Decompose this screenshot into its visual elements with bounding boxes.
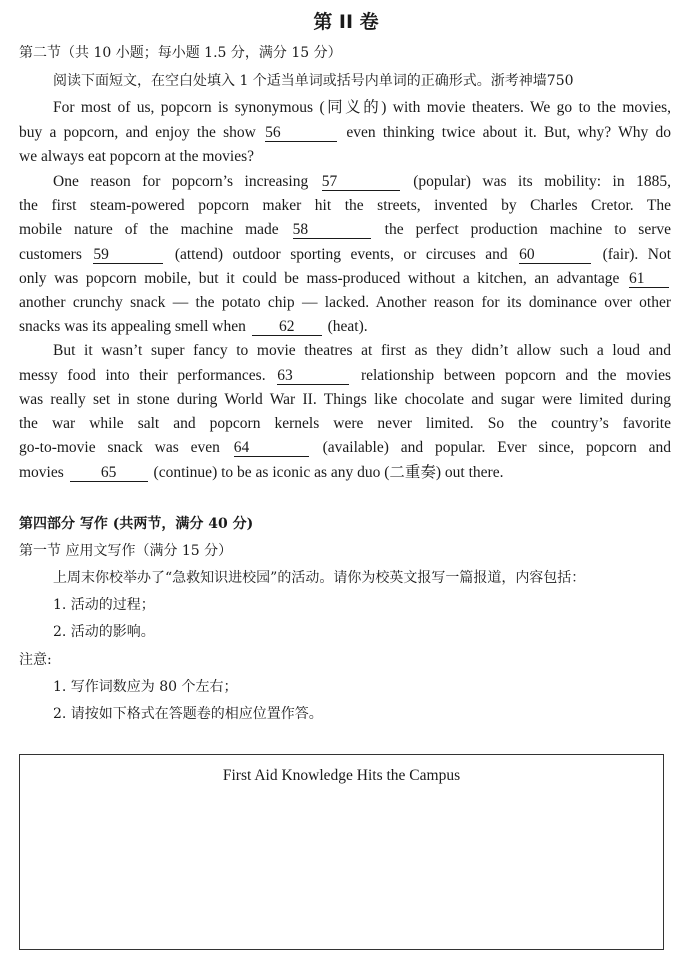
page-title: 第 II 卷 (313, 11, 379, 33)
passage-p3-line3: was really set in stone during World War II. Things like chocolate and sugar were limited during (19, 391, 671, 408)
blank-61: 61 (629, 270, 669, 288)
blank-59: 59 (93, 246, 163, 264)
passage-text: (popular) was its mobility: in 1885, (413, 173, 671, 190)
passage-text: relationship between popcorn and the movies (360, 367, 671, 384)
passage-p3-line4: the war while salt and popcorn kernels were never limited. So the country’s favorite (19, 415, 671, 432)
part4-section1: 第一节 应用文写作（满分 15 分） (19, 543, 233, 559)
blank-60: 60 (519, 246, 591, 264)
writing-task: 上周末你校举办了“急救知识进校园”的活动。请你为校英文报写一篇报道，内容包括： (53, 570, 586, 586)
blank-62: 62 (252, 318, 322, 336)
passage-text: movies (19, 464, 64, 481)
passage-p2-line4 (19, 245, 671, 265)
blank-58: 58 (293, 221, 371, 239)
blank-57: 57 (322, 173, 400, 191)
passage-p2-line2: the first steam-powered popcorn maker hit the streets, invented by Charles Cretor. The (19, 197, 671, 214)
task-point-1: 1. 活动的过程； (53, 597, 155, 613)
passage-p3-line2 (19, 366, 671, 386)
passage-p2-line1 (53, 172, 671, 192)
passage-text: customers (19, 246, 82, 263)
passage-text: (available) and popular. Ever since, popcorn and (322, 439, 672, 456)
passage-p3-line1: But it wasn’t super fancy to movie theatres at first as they didn’t allow such a loud and (53, 342, 671, 359)
passage-text: messy food into their performances. (19, 367, 266, 384)
passage-text: (continue) to be as iconic as any duo (二重奏) out there. (153, 464, 504, 481)
section2-heading: 第二节（共 10 小题；每小题 1.5 分，满分 15 分） (19, 45, 342, 61)
blank-56: 56 (265, 124, 337, 142)
passage-text: go-to-movie snack was even (19, 439, 220, 456)
passage-p1-line3: we always eat popcorn at the movies? (19, 148, 254, 165)
passage-p3-line6 (19, 463, 503, 483)
task-point-2: 2. 活动的影响。 (53, 624, 155, 640)
passage-text: (attend) outdoor sporting events, or circuses and (174, 246, 508, 263)
part4-heading: 第四部分 写作 (共两节，满分 40 分) (19, 516, 254, 532)
note-2: 2. 请按如下格式在答题卷的相应位置作答。 (53, 706, 323, 722)
passage-text: (heat). (327, 318, 368, 335)
answer-box-title: First Aid Knowledge Hits the Campus (222, 767, 461, 784)
passage-text: snacks was its appealing smell when (19, 318, 246, 335)
answer-box (19, 754, 664, 950)
passage-p2-line5 (19, 269, 671, 289)
passage-p1-line1: For most of us, popcorn is synonymous (同义的) with movie theaters. We go to the movies, (53, 99, 671, 116)
passage-text: even thinking twice about it. But, why? Why do (346, 124, 672, 141)
passage-p3-line5 (19, 438, 671, 458)
passage-text: mobile nature of the machine made (19, 221, 279, 238)
passage-p1-line2 (19, 123, 671, 143)
passage-text: One reason for popcorn’s increasing (53, 173, 309, 190)
passage-p2-line6: another crunchy snack — the potato chip — lacked. Another reason for its dominance over other (19, 294, 671, 311)
blank-63: 63 (277, 367, 349, 385)
passage-text: only was popcorn mobile, but it could be mass-produced without a kitchen, an advantage (19, 270, 620, 287)
section2-instruction: 阅读下面短文，在空白处填入 1 个适当单词或括号内单词的正确形式。浙考神墙750 (53, 73, 574, 89)
passage-p2-line3 (19, 220, 671, 240)
passage-p2-line7 (19, 317, 368, 337)
note-1: 1. 写作词数应为 80 个左右； (53, 679, 238, 695)
passage-text: the perfect production machine to serve (384, 221, 672, 238)
blank-64: 64 (234, 439, 309, 457)
passage-text: buy a popcorn, and enjoy the show (19, 124, 256, 141)
passage-text: (fair). Not (602, 246, 672, 263)
notes-label: 注意: (19, 652, 52, 668)
blank-65: 65 (70, 464, 148, 482)
